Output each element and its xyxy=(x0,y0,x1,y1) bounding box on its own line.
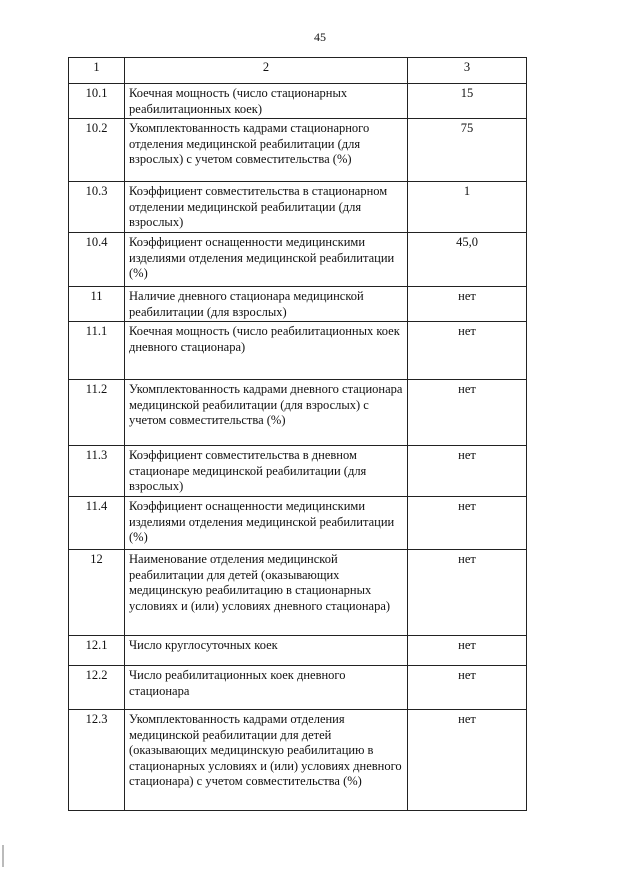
row-description: Число реабилитационных коек дневного стационара xyxy=(125,666,408,710)
row-number: 11 xyxy=(69,287,125,322)
row-number: 10.3 xyxy=(69,182,125,233)
row-value: нет xyxy=(408,287,527,322)
row-number: 10.1 xyxy=(69,84,125,119)
row-number: 10.2 xyxy=(69,119,125,182)
row-description: Укомплектованность кадрами отделения медицинской реабилитации для детей (оказывающих медицинскую реабилитацию в стационарных условиях и (или) условиях дневного стационара) с учетом совместительства (%) xyxy=(125,710,408,811)
row-value: 15 xyxy=(408,84,527,119)
table-row xyxy=(69,322,527,380)
row-number: 12 xyxy=(69,550,125,636)
row-number: 11.3 xyxy=(69,446,125,497)
header-col-1: 1 xyxy=(69,58,125,84)
row-number: 11.1 xyxy=(69,322,125,380)
row-value: нет xyxy=(408,380,527,446)
row-value: 45,0 xyxy=(408,233,527,287)
row-value: нет xyxy=(408,666,527,710)
row-description: Число круглосуточных коек xyxy=(125,636,408,666)
row-number: 11.2 xyxy=(69,380,125,446)
row-number: 12.3 xyxy=(69,710,125,811)
row-value: нет xyxy=(408,322,527,380)
header-col-3: 3 xyxy=(408,58,527,84)
row-value: нет xyxy=(408,636,527,666)
row-number: 12.2 xyxy=(69,666,125,710)
table-header-row xyxy=(69,58,527,84)
table-row xyxy=(69,666,527,710)
table-row xyxy=(69,119,527,182)
header-col-2: 2 xyxy=(125,58,408,84)
table-row xyxy=(69,550,527,636)
table-row xyxy=(69,233,527,287)
row-description: Укомплектованность кадрами дневного стационара медицинской реабилитации (для взрослых) с учетом совместительства (%) xyxy=(125,380,408,446)
table-row xyxy=(69,446,527,497)
row-value: 75 xyxy=(408,119,527,182)
row-number: 12.1 xyxy=(69,636,125,666)
table-row xyxy=(69,497,527,550)
row-number: 10.4 xyxy=(69,233,125,287)
scan-edge-mark xyxy=(2,845,4,867)
data-table xyxy=(68,57,527,811)
row-description: Коэффициент совместительства в стационарном отделении медицинской реабилитации (для взрослых) xyxy=(125,182,408,233)
page-number: 45 xyxy=(314,30,326,44)
table-row xyxy=(69,84,527,119)
row-description: Коечная мощность (число реабилитационных коек дневного стационара) xyxy=(125,322,408,380)
row-value: нет xyxy=(408,550,527,636)
row-number: 11.4 xyxy=(69,497,125,550)
row-description: Коечная мощность (число стационарных реабилитационных коек) xyxy=(125,84,408,119)
row-value: нет xyxy=(408,710,527,811)
table-row xyxy=(69,287,527,322)
row-description: Коэффициент оснащенности медицинскими изделиями отделения медицинской реабилитации (%) xyxy=(125,233,408,287)
table-row xyxy=(69,710,527,811)
row-description: Наличие дневного стационара медицинской реабилитации (для взрослых) xyxy=(125,287,408,322)
row-description: Коэффициент совместительства в дневном стационаре медицинской реабилитации (для взрослых) xyxy=(125,446,408,497)
row-value: нет xyxy=(408,497,527,550)
row-value: 1 xyxy=(408,182,527,233)
table-row xyxy=(69,636,527,666)
row-description: Коэффициент оснащенности медицинскими изделиями отделения медицинской реабилитации (%) xyxy=(125,497,408,550)
row-description: Укомплектованность кадрами стационарного отделения медицинской реабилитации (для взрослых) с учетом совместительства (%) xyxy=(125,119,408,182)
row-description: Наименование отделения медицинской реабилитации для детей (оказывающих медицинскую реабилитацию в стационарных условиях и (или) условиях дневного стационара) xyxy=(125,550,408,636)
row-value: нет xyxy=(408,446,527,497)
table-row xyxy=(69,380,527,446)
table-row xyxy=(69,182,527,233)
